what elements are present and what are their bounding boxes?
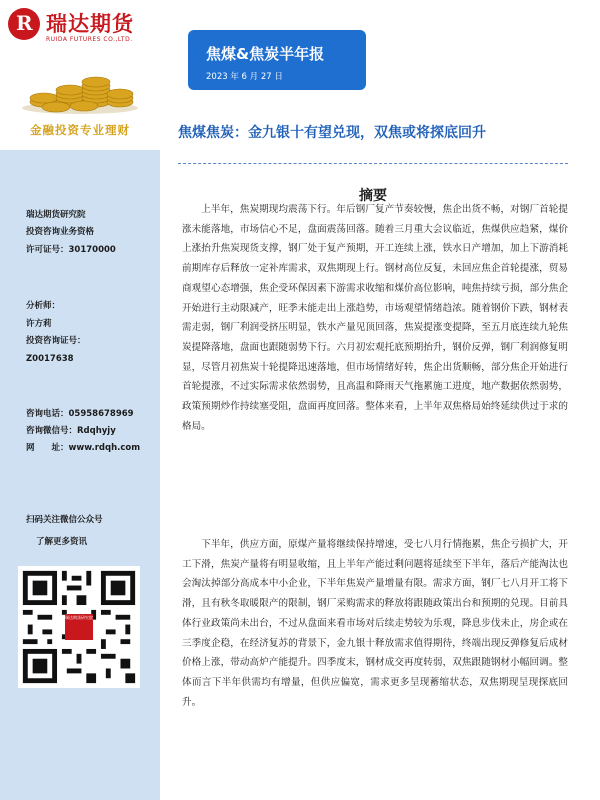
logo-name-cn: 瑞达期货 [46, 12, 134, 36]
qr-badge-logo: 瑞达期货研究院 [65, 614, 93, 640]
gold-coins-image [20, 68, 140, 114]
cert-label: 投资咨询证号： [26, 336, 86, 346]
report-headline: 焦煤焦炭：金九银十有望兑现，双焦或将探底回升 [178, 125, 486, 141]
sidebar [0, 0, 160, 800]
institute-name: 瑞达期货研究院 [26, 210, 86, 220]
contact-phone: 咨询电话：05958678969 [26, 409, 134, 419]
follow-label: 扫码关注微信公众号 [26, 515, 103, 525]
logo-name-en: RUIDA FUTURES CO.,LTD. [46, 36, 133, 43]
website-link[interactable]: 网 址：www.rdqh.com [26, 443, 141, 453]
analyst-name: 许方莉 [26, 319, 52, 329]
wechat-qr-code[interactable] [18, 566, 140, 688]
report-header [188, 30, 366, 90]
logo-mark-icon: R [8, 8, 40, 40]
company-logo [8, 6, 158, 46]
summary-title: 摘要 [359, 188, 387, 204]
summary-paragraph-1: 上半年，焦炭期现均震荡下行。年后钢厂复产节奏较慢，焦企出货不畅，对钢厂首轮提涨未能落地，市场信心不足，盘面震荡回落。随着三月重大会议临近，焦煤供应趋紧，煤价上涨抬升焦炭现货支撑，钢厂处于复产预期，开工连续上涨，铁水日产增加，加上下游消耗前期库存后释放一定补库需求，双焦期现上行。钢材高位反复，未回应焦企首轮提涨，贸易商观望心态增强，焦企受环保因素下游需求收缩和煤价高位影响，吨焦持续亏损，部分焦企开始进行主动限减产，旺季未能走出上涨趋势，市场观望情绪趋浓。随着钢价下跌，钢材表需走弱，钢厂利润受挤压明显，铁水产量见顶回落，焦炭提涨变提降，至五月底连续九轮焦炭提降落地，盘面也跟随弱势下行。六月初宏观托底预期抬升，钢价反弹，钢厂利润修复明显，尽管月初焦炭十轮提降迅速落地，但市场情绪好转，焦企出货顺畅，部分焦企开始进行首轮提涨，不过实际需求依然弱势，且高温和降雨天气拖累施工进度，地产数据依然弱势，政策预期炒作持续塞受阻，盘面再度回落。整体来看，上半年双焦格局始终延续供过于求的格局。 [182, 204, 568, 432]
license-number: 许可证号：30170000 [26, 245, 116, 255]
learn-more-label: 了解更多资讯 [36, 537, 88, 547]
qualification: 投资咨询业务资格 [26, 227, 95, 237]
headline-divider [178, 163, 568, 164]
cert-number: Z0017638 [26, 354, 74, 364]
summary-paragraph-2: 下半年，供应方面，原煤产量将继续保持增速，受七八月行情拖累，焦企亏损扩大，开工下滑，焦炭产量将有明显收缩，且上半年产能过剩问题将延续至下半年，落后产能淘汰也会淘汰掉部分高成本中小企业，下半年焦炭产量增量有限。需求方面，钢厂七八月开工将下滑，且有秋冬取暖限产的限制，钢厂采购需求的释放将跟随政策出台和预期的兑现。目前具体行业政策尚未出台，不过从盘面来看市场对后续走势较为乐观，降息步伐未止，房企或在三季度企稳，在经济复苏的背景下，金九银十释放需求值得期待，终端出现反弹修复后成材价格上涨，带动高炉产能提升。四季度末，钢材成交再度转弱，双焦跟随钢材小幅回调。整体而言下半年供需均有增量，但供应偏宽，需求更多呈现蓄缩状态，双焦期现呈现探底回升。 [182, 539, 568, 708]
report-title: 焦煤&焦炭半年报 [206, 45, 325, 63]
slogan: 金融投资专业理财 [30, 123, 130, 137]
report-date: 2023 年 6 月 27 日 [206, 72, 283, 82]
analyst-label: 分析师： [26, 301, 61, 311]
contact-wechat: 咨询微信号：Rdqhyjy [26, 426, 116, 436]
